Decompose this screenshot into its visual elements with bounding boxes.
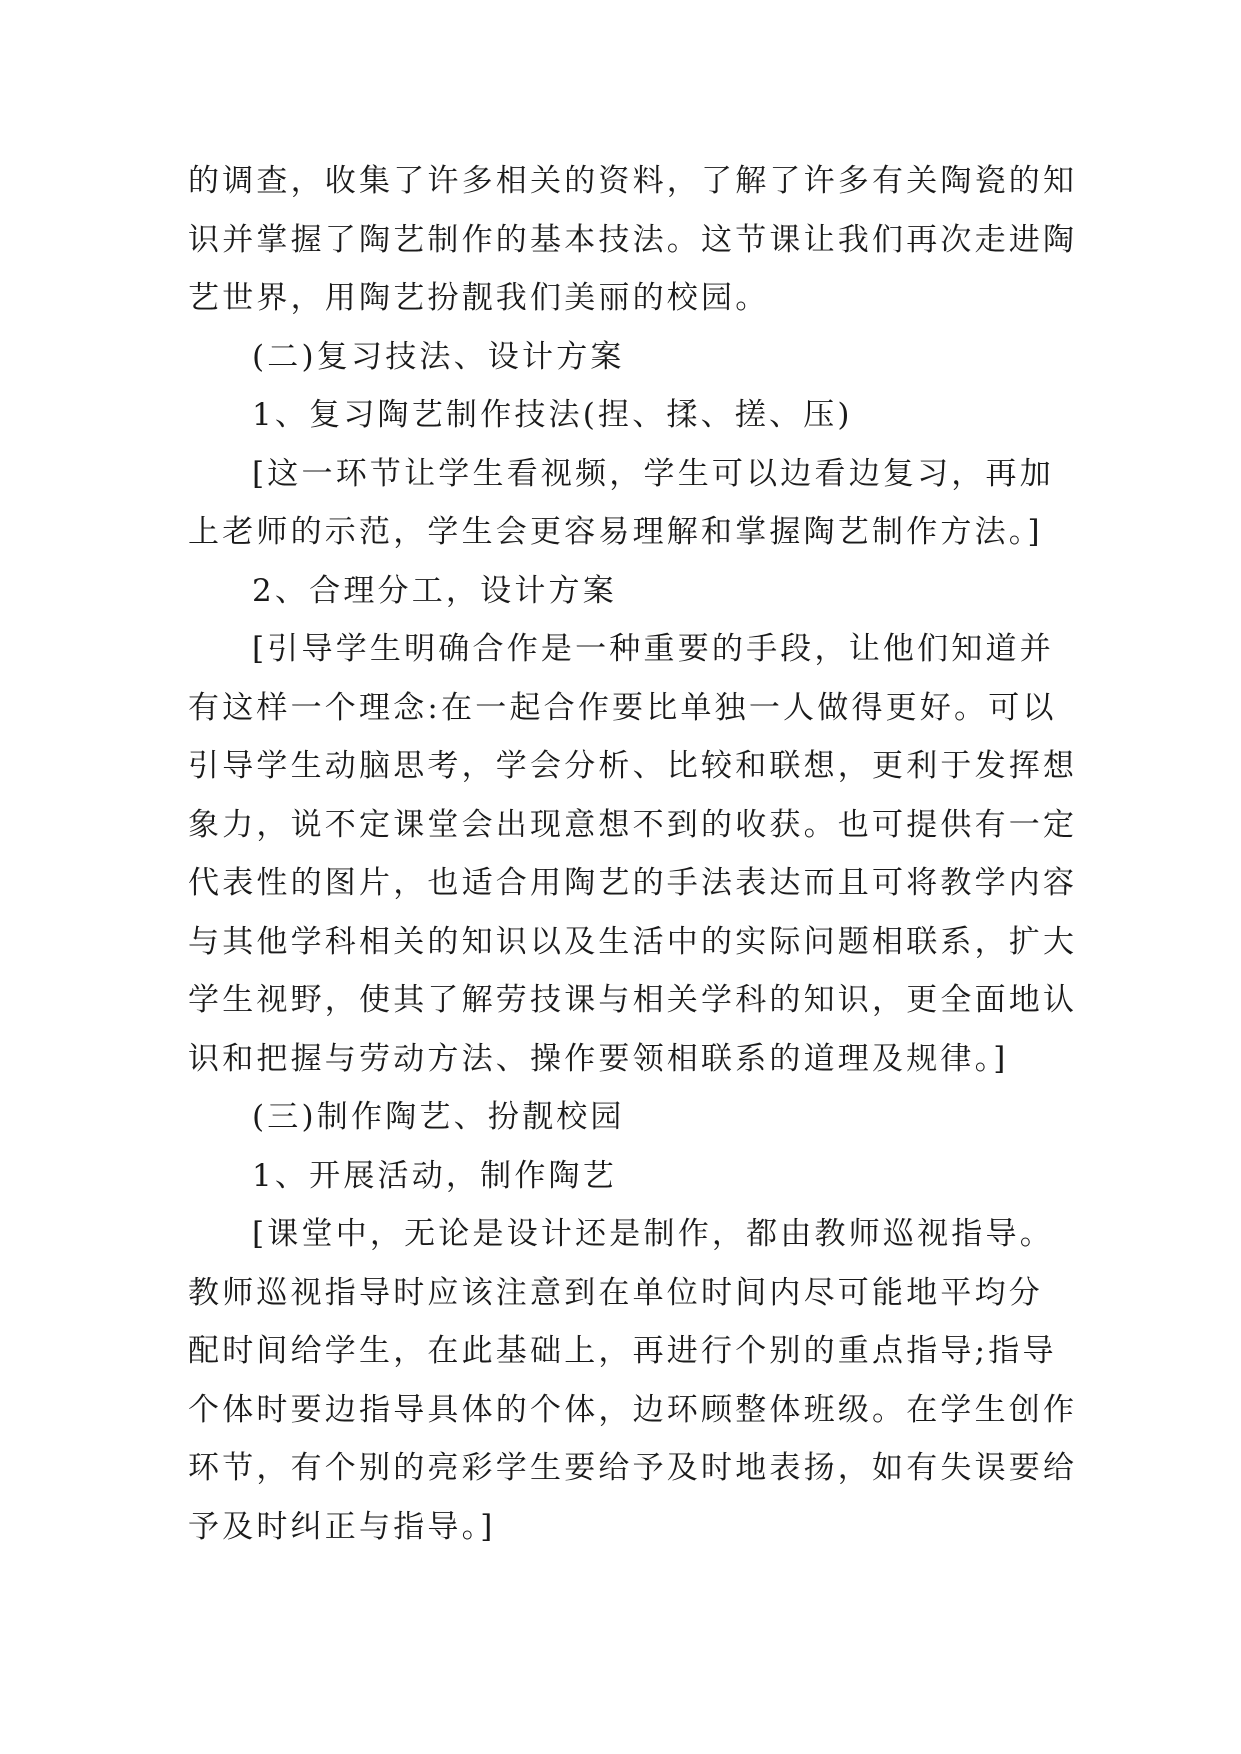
text-line: 与其他学科相关的知识以及生活中的实际问题相联系，扩大 — [188, 923, 1078, 960]
subsection-heading: 2、合理分工，设计方案 — [252, 572, 617, 609]
text-line: 配时间给学生，在此基础上，再进行个别的重点指导;指导 — [188, 1333, 1057, 1369]
text-line: 艺世界，用陶艺扮靓我们美丽的校园。 — [188, 280, 770, 316]
text-line: 识并掌握了陶艺制作的基本技法。这节课让我们再次走进陶 — [188, 221, 1078, 258]
text-line: 象力，说不定课堂会出现意想不到的收获。也可提供有一定 — [188, 806, 1078, 843]
text-line: 有这样一个理念:在一起合作要比单独一人做得更好。可以 — [188, 689, 1057, 726]
text-line: 引导学生动脑思考，学会分析、比较和联想，更利于发挥想 — [188, 748, 1078, 784]
document-page — [188, 152, 1078, 1556]
text-line: 上老师的示范，学生会更容易理解和掌握陶艺制作方法。] — [188, 514, 1043, 550]
text-line: 识和把握与劳动方法、操作要领相联系的道理及规律。] — [188, 1040, 1009, 1077]
text-line: [这一环节让学生看视频，学生可以边看边复习，再加 — [252, 455, 1054, 492]
text-line: [课堂中，无论是设计还是制作，都由教师巡视指导。 — [252, 1216, 1054, 1252]
text-line: [引导学生明确合作是一种重要的手段，让他们知道并 — [252, 631, 1054, 667]
subsection-heading: 1、复习陶艺制作技法(捏、揉、搓、压) — [252, 397, 853, 433]
text-line: 环节，有个别的亮彩学生要给予及时地表扬，如有失误要给 — [188, 1450, 1078, 1486]
text-line: 教师巡视指导时应该注意到在单位时间内尽可能地平均分 — [188, 1274, 1043, 1311]
text-line: 的调查，收集了许多相关的资料，了解了许多有关陶瓷的知 — [188, 163, 1078, 199]
section-heading: (二)复习技法、设计方案 — [252, 338, 625, 375]
text-line: 学生视野，使其了解劳技课与相关学科的知识，更全面地认 — [188, 982, 1078, 1018]
subsection-heading: 1、开展活动，制作陶艺 — [252, 1157, 617, 1194]
text-line: 个体时要边指导具体的个体，边环顾整体班级。在学生创作 — [188, 1391, 1078, 1428]
text-line: 予及时纠正与指导。] — [188, 1508, 496, 1545]
section-heading: (三)制作陶艺、扮靓校园 — [252, 1099, 625, 1135]
text-line: 代表性的图片，也适合用陶艺的手法表达而且可将教学内容 — [188, 865, 1078, 901]
